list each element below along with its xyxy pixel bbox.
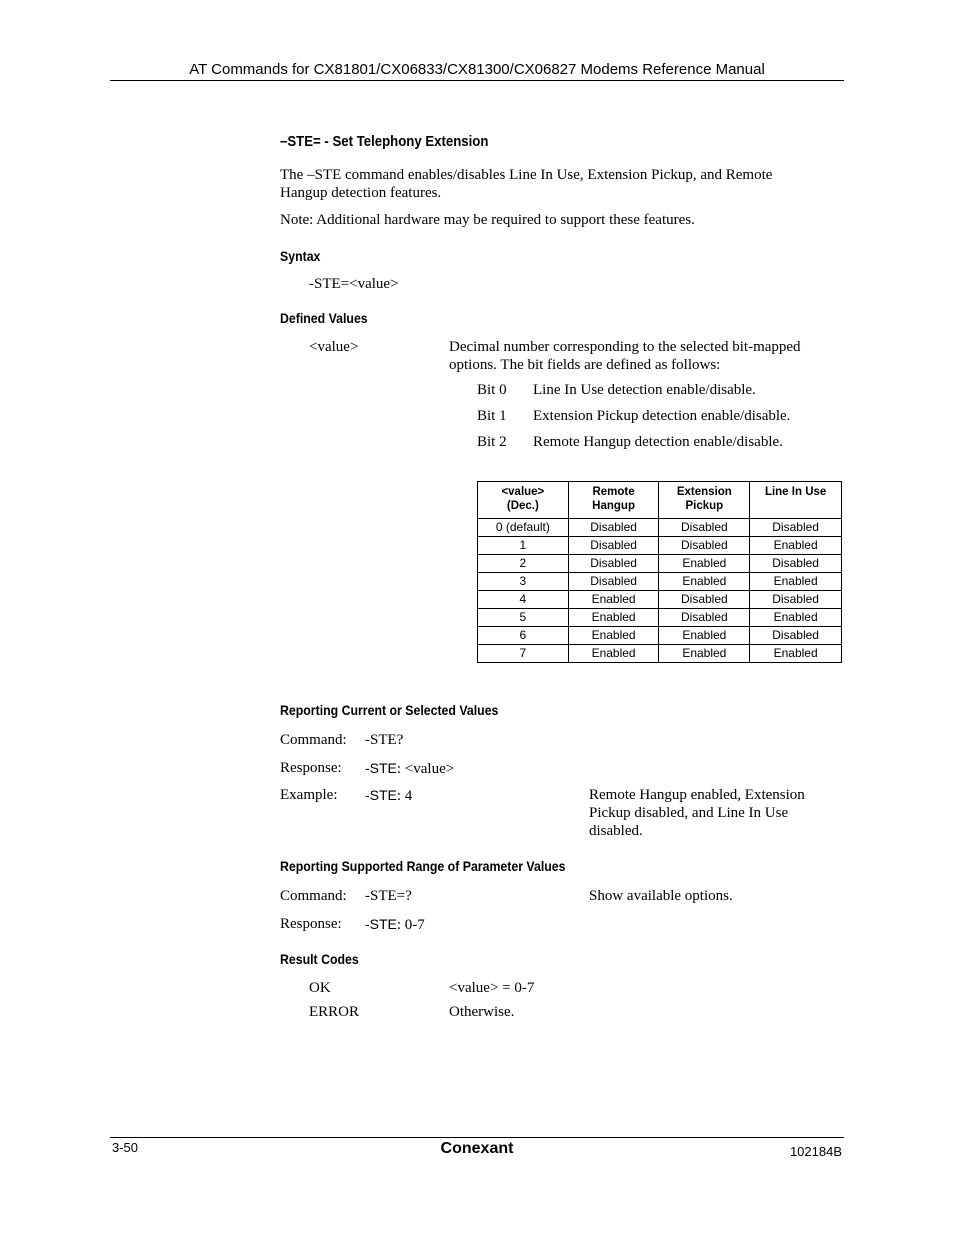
- command-value: -STE=?: [365, 888, 412, 904]
- table-cell: Enabled: [750, 609, 842, 627]
- reporting-range-heading: Reporting Supported Range of Parameter Values: [280, 858, 566, 874]
- bit-label: Bit 0: [477, 382, 507, 398]
- table-cell: Enabled: [659, 627, 750, 645]
- table-cell: Disabled: [750, 519, 842, 537]
- result-code-desc: Otherwise.: [449, 1004, 515, 1020]
- example-desc-line-1: Remote Hangup enabled, Extension: [589, 787, 805, 803]
- table-cell: 6: [478, 627, 569, 645]
- table-cell: Disabled: [659, 519, 750, 537]
- table-cell: 0 (default): [478, 519, 569, 537]
- bit-desc: Extension Pickup detection enable/disable.: [533, 408, 791, 424]
- table-row: [478, 591, 842, 609]
- reporting-current-heading: Reporting Current or Selected Values: [280, 702, 499, 718]
- example-desc-line-2: Pickup disabled, and Line In Use: [589, 805, 789, 821]
- table-cell: Enabled: [568, 645, 659, 663]
- syntax-heading: Syntax: [280, 248, 321, 264]
- table-cell: Disabled: [750, 591, 842, 609]
- table-row: [478, 645, 842, 663]
- response-label: Response:: [280, 760, 342, 776]
- running-header: AT Commands for CX81801/CX06833/CX81300/CX06827 Modems Reference Manual: [189, 61, 765, 78]
- value-desc-line-1: Decimal number corresponding to the selected bit-mapped: [449, 339, 801, 355]
- bit-desc: Line In Use detection enable/disable.: [533, 382, 756, 398]
- command-label: Command:: [280, 888, 347, 904]
- footer-rule: [110, 1137, 844, 1138]
- table-row: [478, 573, 842, 591]
- example-label: Example:: [280, 787, 338, 803]
- table-cell: 1: [478, 537, 569, 555]
- example-value: -STE: 4: [365, 787, 413, 804]
- table-cell: 5: [478, 609, 569, 627]
- defined-values-heading: Defined Values: [280, 310, 368, 326]
- col-header-remote-hangup: Remote Hangup: [568, 482, 659, 519]
- col-header-value: <value> (Dec.): [478, 482, 569, 519]
- company-name: Conexant: [440, 1140, 514, 1157]
- bit-label: Bit 2: [477, 434, 507, 450]
- command-value: -STE?: [365, 732, 404, 748]
- header-rule: [110, 80, 844, 81]
- result-code-desc: <value> = 0-7: [449, 980, 535, 996]
- result-codes-heading: Result Codes: [280, 951, 359, 967]
- table-cell: 7: [478, 645, 569, 663]
- table-cell: Disabled: [750, 555, 842, 573]
- response-value: -STE: 0-7: [365, 916, 425, 933]
- response-value: -STE: <value>: [365, 760, 455, 777]
- table-cell: Disabled: [568, 555, 659, 573]
- table-cell: 3: [478, 573, 569, 591]
- syntax-text: -STE=<value>: [309, 276, 399, 292]
- bit-label: Bit 1: [477, 408, 507, 424]
- table-row: [478, 627, 842, 645]
- table-cell: Disabled: [568, 519, 659, 537]
- table-header-row: [478, 482, 842, 519]
- table-cell: Disabled: [659, 537, 750, 555]
- example-desc-line-3: disabled.: [589, 823, 643, 839]
- command-desc: Show available options.: [589, 888, 733, 904]
- document-number: 102184B: [789, 1144, 842, 1159]
- table-cell: Enabled: [568, 627, 659, 645]
- value-desc-line-2: options. The bit fields are defined as follows:: [449, 357, 721, 373]
- col-header-extension-pickup: Extension Pickup: [659, 482, 750, 519]
- bit-desc: Remote Hangup detection enable/disable.: [533, 434, 783, 450]
- table-cell: Disabled: [659, 591, 750, 609]
- table-row: [478, 555, 842, 573]
- page-number: 3-50: [112, 1140, 139, 1155]
- table-row: [478, 519, 842, 537]
- intro-line-1: The –STE command enables/disables Line In Use, Extension Pickup, and Remote: [280, 167, 773, 183]
- table-cell: Enabled: [659, 645, 750, 663]
- section-title: –STE= - Set Telephony Extension: [280, 133, 489, 150]
- table-cell: 2: [478, 555, 569, 573]
- col-header-line-in-use: Line In Use: [750, 482, 842, 519]
- command-label: Command:: [280, 732, 347, 748]
- table-cell: 4: [478, 591, 569, 609]
- table-cell: Disabled: [568, 573, 659, 591]
- table-cell: Enabled: [750, 645, 842, 663]
- table-cell: Enabled: [750, 573, 842, 591]
- table-cell: Enabled: [750, 537, 842, 555]
- table-cell: Enabled: [659, 573, 750, 591]
- value-table: [477, 481, 842, 663]
- table-cell: Enabled: [568, 609, 659, 627]
- table-cell: Enabled: [659, 555, 750, 573]
- note-text: Note: Additional hardware may be required to support these features.: [280, 212, 695, 228]
- value-param: <value>: [309, 339, 359, 355]
- result-code: ERROR: [309, 1004, 360, 1020]
- table-cell: Disabled: [659, 609, 750, 627]
- result-code: OK: [309, 980, 331, 996]
- table-cell: Disabled: [750, 627, 842, 645]
- table-cell: Enabled: [568, 591, 659, 609]
- table-row: [478, 537, 842, 555]
- response-label: Response:: [280, 916, 342, 932]
- intro-line-2: Hangup detection features.: [280, 185, 442, 201]
- table-row: [478, 609, 842, 627]
- table-cell: Disabled: [568, 537, 659, 555]
